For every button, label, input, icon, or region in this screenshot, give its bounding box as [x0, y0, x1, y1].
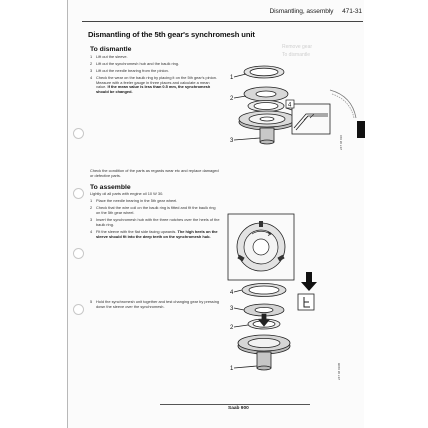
- callout-4: 4: [288, 102, 292, 109]
- callout-leader: [234, 290, 242, 292]
- callout-leader: [234, 138, 260, 140]
- callout-2: 2: [230, 96, 234, 102]
- assemble-step: 5 Hold the synchromesh unit together and test changing gear by pressing down the sleeve over the synchromesh.: [90, 299, 220, 309]
- callout-1: 1: [230, 366, 234, 372]
- header-code: 471-31: [342, 8, 362, 15]
- header-section: Dismantling, assembly: [269, 8, 334, 15]
- callout-1: 1: [230, 75, 234, 81]
- warning-text: If the mean value is less than 0.5 mm, the synchromesh should be changed.: [96, 84, 211, 94]
- assemble-step: 3 Insert the synchromesh hub with the three notches over the heels of the baulk ring.: [90, 217, 220, 227]
- binder-hole: [73, 304, 84, 315]
- dismantle-figure: [222, 58, 358, 154]
- assemble-figure: [222, 268, 358, 386]
- section-tab: [357, 121, 365, 138]
- callout-2: 2: [230, 325, 234, 331]
- direction-arrow: [301, 272, 317, 291]
- assemble-heading: To assemble: [90, 184, 131, 191]
- dismantle-step: 4 Check the wear on the baulk ring by placing it on the 5th gear's pinion. Measure with a feeler gauge in three places and calculate a mean value. If the mean value is less than 0.5 mm, the synchromesh should be changed.: [90, 75, 217, 94]
- callout-4: 4: [230, 290, 234, 296]
- bleed-through-text: To dismantle: [282, 52, 311, 58]
- binder-hole: [73, 128, 84, 139]
- callout-3: 3: [230, 306, 234, 312]
- header-rule: [82, 21, 363, 22]
- dismantle-step: 1 Lift out the sleeve.: [90, 54, 128, 59]
- detail-inset: [292, 104, 330, 134]
- page-header: [240, 8, 362, 15]
- figure-ref: 247 48 010: [339, 134, 343, 150]
- bleed-through-text: Remove gear: [282, 44, 313, 50]
- check-paragraph: Check the condition of the parts as regards wear etc and replace damaged or defective parts.: [90, 168, 219, 178]
- dismantle-step: 3 Lift out the needle bearing from the pinion.: [90, 68, 169, 73]
- footer-rule: [160, 404, 310, 405]
- binder-hole: [73, 248, 84, 259]
- figure-ref: 247 48 010B: [337, 362, 341, 380]
- dismantle-step: 2 Lift out the synchromesh hub and the baulk ring.: [90, 61, 180, 66]
- callout-leader: [234, 74, 246, 77]
- dismantle-heading: To dismantle: [90, 46, 132, 53]
- callout-leader: [234, 366, 257, 368]
- binder-hole: [73, 188, 84, 199]
- callout-leader: [234, 308, 244, 310]
- page-title: Dismantling of the 5th gear's synchromesh unit: [88, 30, 255, 39]
- page-footer: Saab 900: [228, 406, 249, 411]
- assemble-intro: Lightly oil all parts with engine oil 10 W 30.: [90, 191, 164, 196]
- callout-leader: [234, 96, 246, 98]
- assemble-step: 2 Check that the wire coil on the baulk ring is fitted and fit the baulk ring on the 5th gear wheel.: [90, 205, 216, 215]
- warning-text: The high heels on the sleeve should fit into the deep teeth on the synchromesh hub.: [96, 229, 218, 239]
- callout-3: 3: [230, 138, 234, 144]
- assemble-step: 1 Place the needle bearing in the 5th gear wheel.: [90, 198, 178, 203]
- assemble-step: 4 Fit the sleeve with the flat side facing upwards. The high heels on the sleeve should fit into the deep teeth on the synchromesh hub.: [90, 229, 218, 239]
- callout-leader: [234, 325, 248, 327]
